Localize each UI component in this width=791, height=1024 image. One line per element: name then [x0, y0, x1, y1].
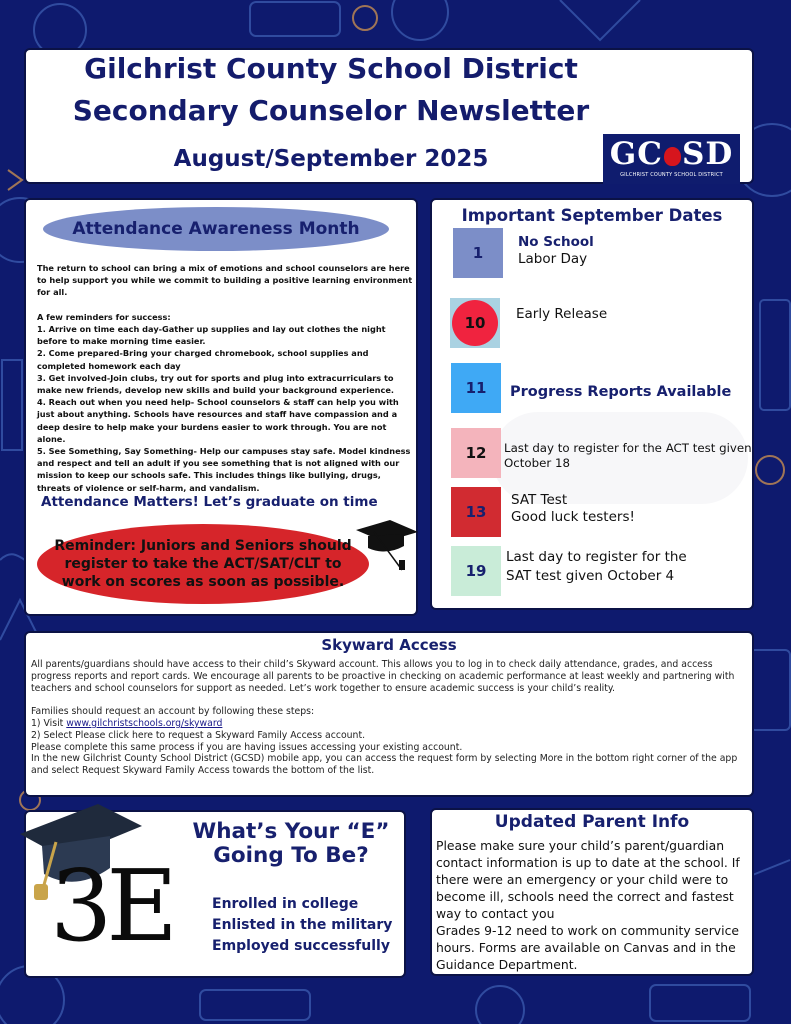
date-label-12: Last day to register for the ACT test given October 18 [504, 441, 752, 470]
skyward-step-2: 2) Select Please click here to request a Skyward Family Access account. [31, 729, 366, 741]
e-option: Employed successfully [212, 938, 390, 954]
skyward-note: Please complete this same process if you are having issues accessing your existing account. [31, 741, 463, 753]
reminder-item: 1. Arrive on time each day-Gather up supplies and lay out clothes the night before to make morning time easier. [37, 324, 386, 347]
attendance-section [24, 198, 418, 616]
test-reminder-banner [37, 524, 369, 604]
three-e-graphic: 3E [50, 850, 172, 964]
skyward-link[interactable]: www.gilchristschools.org/skyward [66, 717, 223, 729]
three-e-title-line: What’s Your “E” [192, 819, 390, 844]
newsletter-title: Secondary Counselor Newsletter [72, 94, 590, 127]
e-option: Enlisted in the military [212, 917, 393, 933]
logo-text-right: SD [681, 136, 734, 172]
newsletter-header [24, 48, 754, 184]
date-label-1 [518, 234, 594, 268]
skyward-paragraph: All parents/guardians should have access to their child’s Skyward account. This allows you to log in to check daily attendance, grades, and access progress reports and report cards. We encourage all parents to be proactive in checking on academic performance at least weekly and partnering with teachers and school counselors for support as needed. Let’s work together to ensure academic success is your child’s reality. [31, 659, 735, 694]
skyward-access-section [24, 631, 754, 797]
date-box-10 [450, 298, 500, 348]
attendance-slogan: Attendance Matters! Let’s graduate on time [41, 494, 378, 510]
date-box-11 [451, 363, 501, 413]
reminder-item: 4. Reach out when you need help- School counselors & staff can help you with just about anything. Schools have resources and staff have compassion and a deep desire to help make your burdens easier to work through. You are not alone. [37, 397, 399, 444]
date-box-1 [453, 228, 503, 278]
apple-icon [664, 147, 681, 166]
date-label-text: Good luck testers! [511, 509, 635, 525]
date-number: 13 [465, 503, 487, 521]
date-number: 12 [465, 444, 487, 462]
e-option: Enrolled in college [212, 896, 359, 912]
date-number: 1 [472, 244, 484, 262]
test-reminder-text: Reminder: Juniors and Seniors should register to take the ACT/SAT/CLT to work on scores as soon as possible. [54, 538, 352, 590]
date-label-11 [510, 384, 731, 401]
issue-date: August/September 2025 [173, 146, 489, 172]
logo-text-left: GC [609, 136, 663, 172]
skyward-step-1 [31, 718, 749, 730]
logo-subtitle: GILCHRIST COUNTY SCHOOL DISTRICT [620, 172, 723, 178]
date-label-text: SAT Test [511, 492, 568, 508]
dates-title: Important September Dates [461, 206, 723, 225]
parent-info-body [436, 837, 752, 973]
parent-info-section [430, 808, 754, 976]
date-circle [452, 300, 498, 346]
gcsd-logo [603, 134, 740, 184]
attendance-intro: The return to school can bring a mix of emotions and school counselors are here to help support you while we commit to building a positive learning environment for all. [37, 263, 413, 298]
attendance-body [37, 262, 415, 494]
date-label-bold: Progress Reports Available [510, 384, 732, 400]
skyward-steps-intro: Families should request an account by following these steps: [31, 706, 315, 718]
reminder-item: 2. Come prepared-Bring your charged chromebook, school supplies and completed homework each day [37, 348, 369, 371]
attendance-title: Attendance Awareness Month [43, 207, 389, 251]
september-dates-section [430, 198, 754, 610]
reminder-item: 5. See Something, Say Something- Help our campuses stay safe. Model kindness and respect and tell an adult if you see something that is not aligned with our mission to keep our schools safe. This includes things like bullying, drugs, threats of violence or self-harm, and vandalism. [37, 446, 411, 493]
graduation-cap-icon [354, 512, 420, 572]
date-label-10: Early Release [516, 306, 608, 322]
step-prefix: 1) Visit [31, 717, 67, 729]
date-box-19 [451, 546, 501, 596]
date-number: 11 [465, 379, 487, 397]
parent-info-title: Updated Parent Info [494, 812, 690, 832]
date-label-19: Last day to register for the SAT test given October 4 [506, 549, 687, 584]
date-label-bold: No School [518, 234, 594, 250]
date-box-13 [451, 487, 501, 537]
reminders-heading: A few reminders for success: [37, 311, 171, 322]
skyward-body [31, 659, 749, 777]
district-title: Gilchrist County School District [84, 52, 578, 85]
three-e-title-line: Going To Be? [213, 843, 369, 868]
parent-info-paragraph: Please make sure your child’s parent/guardian contact information is up to date at the school. If there were an emergency or your child were to become ill, schools need the correct and fastest way to contact you [436, 838, 740, 921]
skyward-note: In the new Gilchrist County School District (GCSD) mobile app, you can access the request form by selecting More in the bottom right corner of the app and select Request Skyward Family Access towards the bottom of the list. [31, 753, 738, 777]
parent-info-paragraph: Grades 9-12 need to work on community service hours. Forms are available on Canvas and in the Guidance Department. [436, 923, 740, 972]
date-box-12 [451, 428, 501, 478]
skyward-title: Skyward Access [321, 636, 457, 654]
date-number: 10 [464, 314, 486, 332]
date-number: 19 [465, 562, 487, 580]
reminder-item: 3. Get involved-Join clubs, try out for sports and plug into extracurriculars to make new friends, develop new skills and build your background experience. [37, 372, 394, 396]
three-e-title [181, 820, 401, 868]
date-label-13 [511, 492, 635, 526]
three-e-section [24, 810, 406, 978]
date-label-text: Labor Day [518, 251, 588, 267]
